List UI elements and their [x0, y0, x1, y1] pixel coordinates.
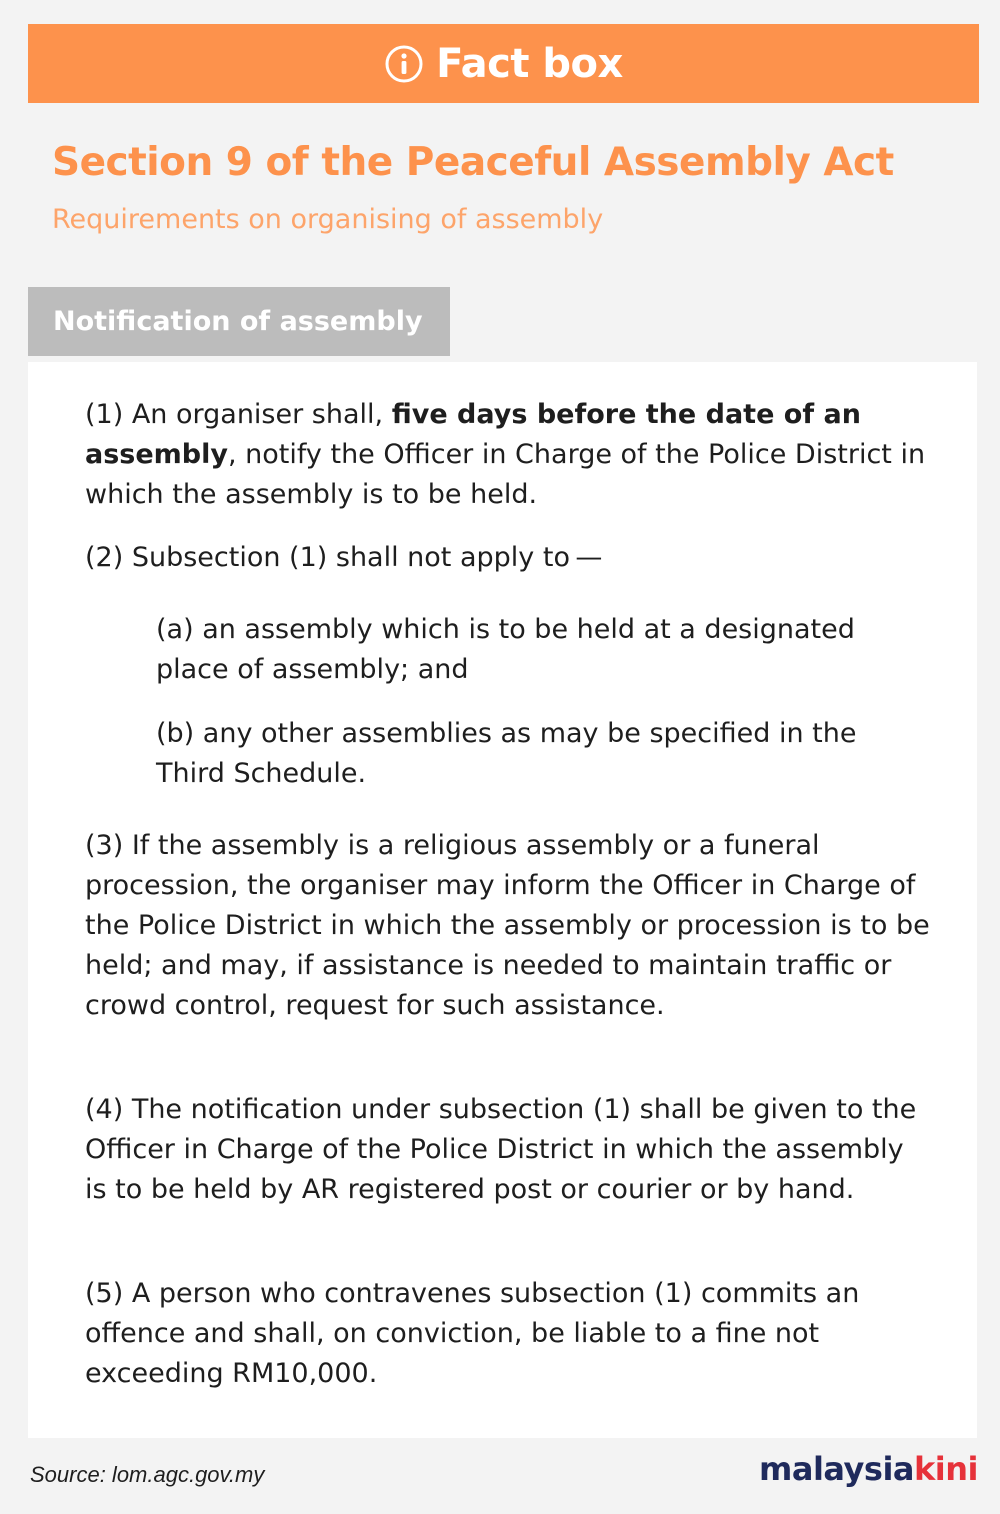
source-citation: Source: lom.agc.gov.my — [30, 1462, 265, 1487]
clause-1-bold: five days before the date of an assembly — [85, 399, 861, 470]
notification-tag — [28, 287, 450, 356]
clause-3: (3) If the assembly is a religious assembly or a funeral procession, the organiser may inform the Officer in Charge of the Police District in which the assembly or procession is to be held; and may, if assistance is needed to maintain traffic or crowd control, request for such assistance. — [85, 830, 930, 1021]
clause-1-post: , notify the Officer in Charge of the Police District in which the assembly is to be held. — [85, 439, 926, 510]
fact-box-header-content — [384, 41, 623, 87]
section-title: Section 9 of the Peaceful Assembly Act — [52, 140, 894, 185]
section-subtitle: Requirements on organising of assembly — [52, 204, 604, 235]
clause-2a: (a) an assembly which is to be held at a designated place of assembly; and — [156, 614, 855, 685]
content-panel — [28, 362, 977, 1438]
clause-2: (2) Subsection (1) shall not apply to — — [85, 542, 603, 573]
notification-tag-label: Notification of assembly — [53, 306, 423, 337]
clause-1 — [85, 395, 933, 515]
logo-text-part-1: malaysia — [759, 1450, 914, 1488]
fact-box-header — [28, 24, 979, 103]
clause-1-pre: (1) An organiser shall, — [85, 399, 392, 430]
malaysiakini-logo — [759, 1450, 978, 1488]
info-icon — [384, 44, 424, 84]
clause-5: (5) A person who contravenes subsection (1) commits an offence and shall, on conviction, be liable to a fine not exceeding RM10,000. — [85, 1278, 860, 1389]
clause-4: (4) The notification under subsection (1) shall be given to the Officer in Charge of the Police District in which the assembly is to be held by AR registered post or courier or by hand. — [85, 1094, 917, 1205]
logo-text-part-2: kini — [914, 1450, 978, 1488]
clause-2b: (b) any other assemblies as may be specified in the Third Schedule. — [156, 718, 857, 789]
fact-box-title: Fact box — [436, 40, 623, 87]
